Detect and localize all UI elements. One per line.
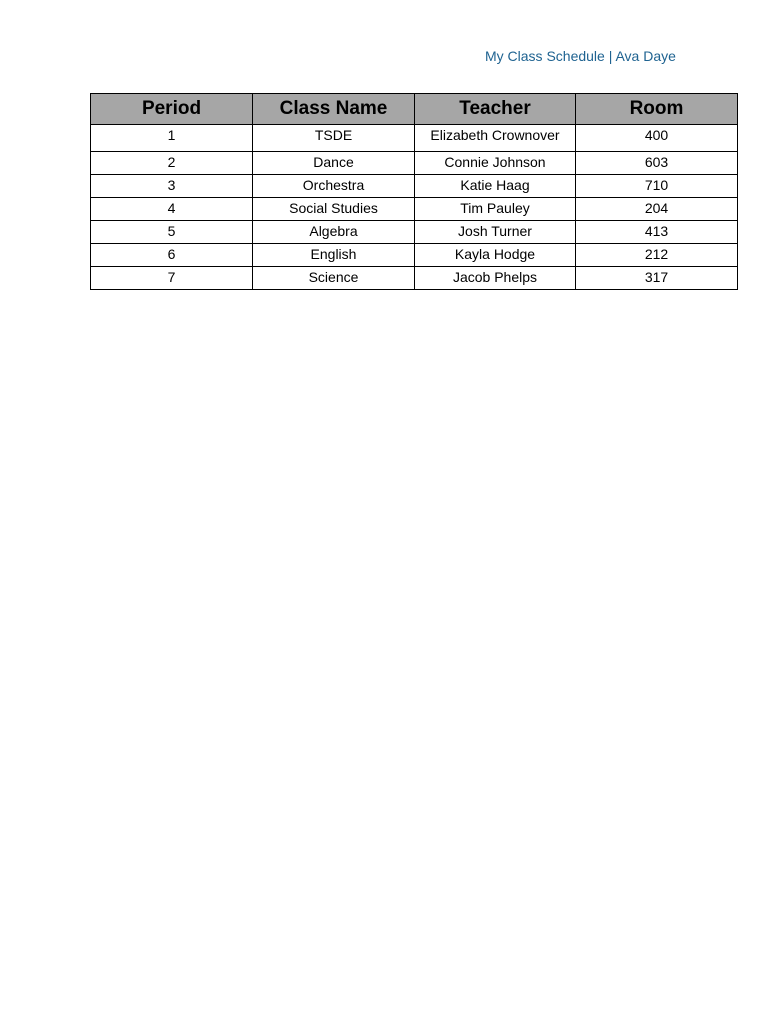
cell-period: 5 <box>91 221 253 244</box>
class-schedule-table <box>90 93 738 290</box>
table-row <box>91 152 738 175</box>
cell-period: 2 <box>91 152 253 175</box>
cell-teacher: Elizabeth Crownover <box>415 125 576 152</box>
document-header: My Class Schedule | Ava Daye <box>485 48 676 64</box>
cell-room: 710 <box>576 175 738 198</box>
cell-class-name: Science <box>253 267 415 290</box>
cell-class-name: English <box>253 244 415 267</box>
table-row <box>91 221 738 244</box>
cell-room: 400 <box>576 125 738 152</box>
cell-teacher: Josh Turner <box>415 221 576 244</box>
cell-room: 212 <box>576 244 738 267</box>
cell-teacher: Kayla Hodge <box>415 244 576 267</box>
table-row <box>91 198 738 221</box>
cell-period: 1 <box>91 125 253 152</box>
table-row <box>91 267 738 290</box>
column-header-period: Period <box>91 94 253 125</box>
cell-teacher: Tim Pauley <box>415 198 576 221</box>
column-header-teacher: Teacher <box>415 94 576 125</box>
cell-teacher: Katie Haag <box>415 175 576 198</box>
cell-class-name: Dance <box>253 152 415 175</box>
column-header-class-name: Class Name <box>253 94 415 125</box>
cell-teacher: Connie Johnson <box>415 152 576 175</box>
cell-class-name: TSDE <box>253 125 415 152</box>
cell-room: 603 <box>576 152 738 175</box>
cell-class-name: Algebra <box>253 221 415 244</box>
table-row <box>91 244 738 267</box>
column-header-room: Room <box>576 94 738 125</box>
cell-period: 3 <box>91 175 253 198</box>
cell-room: 204 <box>576 198 738 221</box>
cell-period: 4 <box>91 198 253 221</box>
cell-period: 7 <box>91 267 253 290</box>
cell-class-name: Orchestra <box>253 175 415 198</box>
cell-period: 6 <box>91 244 253 267</box>
cell-room: 317 <box>576 267 738 290</box>
cell-class-name: Social Studies <box>253 198 415 221</box>
table-row <box>91 175 738 198</box>
table-row <box>91 125 738 152</box>
table-header-row <box>91 94 738 125</box>
cell-room: 413 <box>576 221 738 244</box>
cell-teacher: Jacob Phelps <box>415 267 576 290</box>
